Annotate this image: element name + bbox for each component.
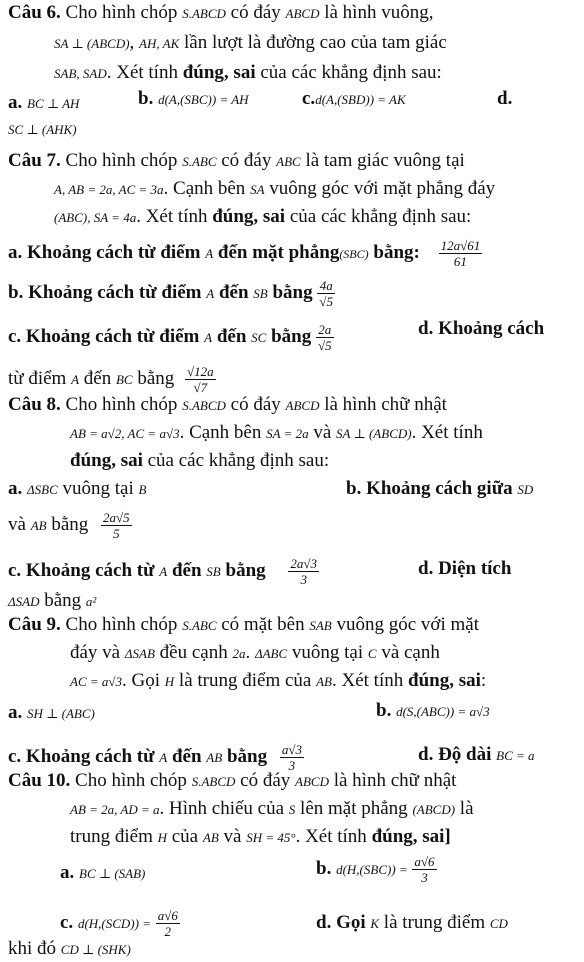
fraction bbox=[412, 854, 436, 885]
option-label: d. Độ dài bbox=[418, 744, 497, 765]
q6-text: , bbox=[129, 32, 140, 53]
q10-text: . Hình chiếu của bbox=[159, 798, 289, 819]
q10-text: có đáy bbox=[235, 770, 296, 791]
q10-text: là hình chữ nhật bbox=[328, 770, 457, 791]
q10-option-d-content bbox=[8, 938, 131, 961]
fraction-denominator: 3 bbox=[412, 869, 436, 885]
fraction-numerator: 2a√5 bbox=[103, 510, 130, 525]
option-math: ΔSBC bbox=[27, 482, 58, 497]
q8-text: của các khẳng định sau: bbox=[142, 450, 330, 471]
option-math: B bbox=[138, 482, 147, 497]
q10-math: AB bbox=[202, 830, 219, 845]
q8-math: SA = 2a bbox=[266, 426, 309, 441]
option-math: d(A,(SBD)) = AK bbox=[315, 92, 406, 107]
option-math: SH ⊥ (ABC) bbox=[27, 706, 95, 721]
fraction bbox=[280, 742, 304, 773]
q9-text: Cho hình chóp bbox=[60, 614, 183, 635]
q9-math: SAB bbox=[309, 618, 332, 633]
fraction bbox=[288, 556, 319, 587]
option-text: bằng bbox=[267, 281, 313, 303]
option-math: SD bbox=[517, 482, 534, 497]
q10-math: S bbox=[288, 802, 296, 817]
q6-text: có đáy bbox=[225, 2, 286, 23]
fraction bbox=[439, 238, 483, 269]
q9-line-3 bbox=[70, 670, 486, 693]
option-math: A bbox=[71, 371, 80, 387]
q6-option-b bbox=[138, 88, 249, 111]
q7-math: A, AB = 2a, AC = 3a bbox=[54, 182, 164, 197]
option-text: bằng bbox=[266, 325, 312, 347]
option-text: vuông tại bbox=[57, 478, 139, 499]
option-text: đến bbox=[79, 367, 116, 389]
fraction-numerator: 2a bbox=[318, 322, 332, 337]
q7-option-d-content bbox=[8, 364, 216, 395]
q9-line-2 bbox=[70, 642, 440, 665]
q6-math: AH, AK bbox=[139, 36, 180, 51]
option-label: b. bbox=[316, 857, 332, 879]
q10-math: SH = 45° bbox=[246, 830, 296, 845]
q10-line-1 bbox=[8, 770, 456, 793]
q9-option-d bbox=[418, 744, 535, 767]
q7-option-d bbox=[418, 318, 544, 340]
fraction bbox=[317, 278, 335, 309]
q7-option-b bbox=[8, 278, 335, 309]
fraction-denominator: 3 bbox=[280, 757, 304, 773]
q7-text: của các khẳng định sau: bbox=[285, 206, 472, 227]
option-math: d(H,(SBC)) = bbox=[336, 861, 408, 877]
q8-math: S.ABCD bbox=[182, 398, 226, 413]
q6-line-2 bbox=[54, 32, 447, 55]
q6-line-1 bbox=[8, 2, 433, 25]
q9-text: đáy và bbox=[70, 642, 125, 663]
option-text: bằng bbox=[222, 745, 268, 767]
option-text: đến bbox=[167, 559, 207, 581]
option-label: b. bbox=[376, 700, 392, 721]
q9-text: . Xét tính bbox=[332, 670, 408, 691]
q7-text: là tam giác vuông tại bbox=[300, 150, 465, 171]
option-label: d. bbox=[497, 88, 513, 109]
q9-text: và cạnh bbox=[376, 642, 440, 663]
q9-text: đều cạnh bbox=[154, 642, 233, 663]
q9-option-b bbox=[376, 700, 490, 723]
q7-title: Câu 7. bbox=[8, 150, 61, 171]
option-text: bằng bbox=[220, 559, 266, 581]
q10-line-2 bbox=[70, 798, 474, 821]
q10-text: là bbox=[455, 798, 474, 819]
q9-text: vuông góc với mặt bbox=[331, 614, 479, 635]
fraction-denominator: 3 bbox=[288, 571, 319, 587]
q7-text: . Cạnh bên bbox=[163, 178, 251, 199]
q9-text: vuông tại bbox=[287, 642, 368, 663]
q10-title: Câu 10. bbox=[8, 770, 71, 791]
option-math: BC bbox=[115, 371, 133, 387]
option-label: d. Khoảng cách bbox=[418, 318, 545, 339]
option-label: a. bbox=[60, 862, 75, 883]
q6-option-c bbox=[302, 88, 406, 111]
fraction-numerator: a√6 bbox=[414, 854, 435, 869]
q6-text: Cho hình chóp bbox=[60, 2, 183, 23]
option-label: c. Khoảng cách từ điểm bbox=[8, 325, 205, 347]
q7-text: có đáy bbox=[216, 150, 277, 171]
q9-math: S.ABC bbox=[182, 618, 217, 633]
q9-text: . Gọi bbox=[122, 670, 165, 691]
q9-option-a bbox=[8, 702, 95, 725]
option-math: A bbox=[159, 749, 168, 765]
option-text: bằng: bbox=[368, 241, 420, 263]
q6-math: SA ⊥ (ABCD) bbox=[54, 36, 130, 51]
option-math: CD ⊥ (SHK) bbox=[60, 942, 131, 957]
q6-text: của các khẳng định sau: bbox=[255, 62, 442, 83]
q8-option-b-content bbox=[8, 510, 132, 541]
q8-option-d-content bbox=[8, 590, 96, 613]
q9-option-c bbox=[8, 742, 304, 773]
q7-option-c bbox=[8, 322, 334, 353]
fraction bbox=[156, 908, 180, 939]
option-math: K bbox=[370, 916, 380, 931]
q10-text: của bbox=[167, 826, 203, 847]
fraction-numerator: √12a bbox=[187, 364, 214, 379]
option-label: d. Diện tích bbox=[418, 558, 512, 579]
fraction-numerator: a√3 bbox=[281, 742, 302, 757]
q7-text: . Xét tính bbox=[136, 206, 213, 227]
option-text: đến mặt phẳng bbox=[213, 241, 340, 263]
q9-text: : bbox=[480, 670, 487, 691]
option-label: c. Khoảng cách từ bbox=[8, 745, 160, 767]
q6-math: SAB, SAD bbox=[54, 66, 107, 81]
q8-option-b bbox=[346, 478, 533, 501]
option-math: BC = a bbox=[496, 748, 535, 763]
option-text: bằng bbox=[132, 367, 175, 389]
q10-math: (ABCD) bbox=[412, 802, 456, 817]
option-label: a. Khoảng cách từ điểm bbox=[8, 241, 206, 263]
q8-text: . Cạnh bên bbox=[179, 422, 267, 443]
option-math: d(S,(ABC)) = a√3 bbox=[396, 704, 490, 719]
q9-math: ΔABC bbox=[254, 646, 288, 661]
q9-emphasis: đúng, sai bbox=[408, 670, 481, 691]
fraction-denominator: √7 bbox=[185, 379, 216, 395]
option-math: AB bbox=[30, 517, 47, 533]
q7-line-2 bbox=[54, 178, 495, 201]
q6-text: . Xét tính bbox=[106, 62, 183, 83]
option-text: và bbox=[8, 513, 31, 535]
q8-line-3 bbox=[70, 450, 329, 472]
option-label: c. Khoảng cách từ bbox=[8, 559, 160, 581]
q10-text: lên mặt phẳng bbox=[295, 798, 413, 819]
q10-text: trung điểm bbox=[70, 826, 158, 847]
fraction bbox=[316, 322, 334, 353]
option-text: đến bbox=[212, 325, 252, 347]
q7-option-a bbox=[8, 238, 482, 269]
option-text: bằng bbox=[39, 590, 86, 611]
option-math: a² bbox=[85, 594, 97, 609]
q6-line-3 bbox=[54, 62, 442, 85]
fraction-denominator: 2 bbox=[156, 923, 180, 939]
q6-option-d-content bbox=[8, 118, 77, 141]
q9-text: . bbox=[245, 642, 255, 663]
option-label: d. Gọi bbox=[316, 912, 371, 933]
q10-math: H bbox=[157, 830, 167, 845]
option-label: a. bbox=[8, 478, 27, 499]
option-text: đến bbox=[214, 281, 254, 303]
q7-math: S.ABC bbox=[182, 154, 217, 169]
q6-option-d bbox=[497, 88, 512, 110]
q9-math: AC = a√3 bbox=[70, 674, 123, 689]
option-label: b. Khoảng cách giữa bbox=[346, 478, 518, 499]
q6-text: là hình vuông, bbox=[319, 2, 434, 23]
option-math: (SBC) bbox=[339, 246, 369, 261]
fraction-numerator: 12a√61 bbox=[440, 238, 481, 253]
option-math: BC ⊥ (SAB) bbox=[79, 866, 146, 881]
option-label: a. bbox=[8, 92, 23, 113]
q7-line-3 bbox=[54, 206, 471, 229]
option-math: SB bbox=[253, 285, 268, 301]
q9-math: ΔSAB bbox=[124, 646, 155, 661]
q7-text: vuông góc với mặt phẳng đáy bbox=[264, 178, 496, 199]
fraction-denominator: 5 bbox=[101, 525, 132, 541]
q10-math: ABCD bbox=[295, 774, 329, 789]
q7-math: ABC bbox=[276, 154, 301, 169]
option-math: AB bbox=[206, 749, 223, 765]
q10-math: S.ABCD bbox=[191, 774, 236, 789]
q8-math: ABCD bbox=[285, 398, 320, 413]
q9-text: là trung điểm của bbox=[174, 670, 317, 691]
q9-math: 2a bbox=[232, 646, 246, 661]
q8-math: AB = a√2, AC = a√3 bbox=[70, 426, 180, 441]
option-math: BC ⊥ AH bbox=[27, 96, 80, 111]
option-label: a. bbox=[8, 702, 23, 723]
q8-text: là hình chữ nhật bbox=[319, 394, 447, 415]
q8-option-c bbox=[8, 556, 319, 587]
q9-math: AB bbox=[316, 674, 332, 689]
q8-text: Cho hình chóp bbox=[60, 394, 183, 415]
q8-option-a bbox=[8, 478, 146, 501]
q10-option-d bbox=[316, 912, 508, 935]
q9-math: H bbox=[164, 674, 175, 689]
q8-text: . Xét tính bbox=[411, 422, 483, 443]
fraction-denominator: √5 bbox=[317, 338, 332, 353]
option-math: SC ⊥ (AHK) bbox=[8, 122, 77, 137]
q10-option-a bbox=[60, 862, 145, 885]
option-text: là trung điểm bbox=[379, 912, 490, 933]
option-math: d(H,(SCD)) = bbox=[77, 915, 151, 931]
q6-option-a bbox=[8, 92, 79, 115]
q8-title: Câu 8. bbox=[8, 394, 61, 415]
option-text: đến bbox=[167, 745, 207, 767]
option-label: b. bbox=[138, 88, 154, 109]
option-text: bằng bbox=[46, 513, 89, 535]
q6-math: S.ABCD bbox=[182, 6, 226, 21]
option-math: A bbox=[205, 245, 214, 261]
option-math: A bbox=[159, 563, 168, 579]
fraction-numerator: a√6 bbox=[157, 908, 178, 923]
fraction bbox=[101, 510, 132, 541]
option-math: SC bbox=[251, 329, 267, 345]
fraction-denominator: √5 bbox=[319, 294, 334, 309]
option-text: khi đó bbox=[8, 938, 61, 959]
q10-text: Cho hình chóp bbox=[70, 770, 192, 791]
q6-text: lần lượt là đường cao của tam giác bbox=[179, 32, 447, 53]
q7-line-1 bbox=[8, 150, 465, 173]
q6-emphasis: đúng, sai bbox=[182, 62, 256, 83]
q8-math: SA ⊥ (ABCD) bbox=[336, 426, 412, 441]
q7-emphasis: đúng, sai bbox=[212, 206, 286, 227]
q9-title: Câu 9. bbox=[8, 614, 61, 635]
q8-option-d bbox=[418, 558, 511, 580]
q10-emphasis: đúng, sai] bbox=[371, 826, 451, 847]
q10-option-b bbox=[316, 854, 437, 885]
option-math: d(A,(SBC)) = AH bbox=[158, 92, 249, 107]
fraction bbox=[185, 364, 216, 395]
option-math: A bbox=[204, 329, 213, 345]
q7-text: Cho hình chóp bbox=[60, 150, 183, 171]
q8-text: có đáy bbox=[225, 394, 286, 415]
fraction-numerator: 4a bbox=[319, 278, 333, 293]
q6-title: Câu 6. bbox=[8, 2, 61, 23]
q9-text: có mặt bên bbox=[216, 614, 310, 635]
q7-math: SA bbox=[250, 182, 265, 197]
option-math: ΔSAD bbox=[8, 594, 40, 609]
option-label: c. bbox=[302, 88, 316, 109]
q10-option-c bbox=[60, 908, 180, 939]
option-text: từ điểm bbox=[8, 367, 72, 389]
q9-line-1 bbox=[8, 614, 479, 637]
fraction-denominator: 61 bbox=[439, 253, 483, 269]
option-math: A bbox=[206, 285, 215, 301]
q8-text: và bbox=[308, 422, 337, 443]
q10-math: AB = 2a, AD = a bbox=[70, 802, 160, 817]
q8-emphasis: đúng, sai bbox=[70, 450, 143, 471]
q8-line-2 bbox=[70, 422, 483, 445]
q9-math: C bbox=[367, 646, 377, 661]
option-label: b. Khoảng cách từ điểm bbox=[8, 281, 207, 303]
fraction-numerator: 2a√3 bbox=[290, 556, 318, 571]
q7-math: (ABC), SA = 4a bbox=[54, 210, 137, 225]
option-math: SB bbox=[206, 563, 221, 579]
option-label: c. bbox=[60, 911, 74, 933]
option-math: CD bbox=[489, 916, 508, 931]
q10-text: . Xét tính bbox=[295, 826, 372, 847]
q6-math: ABCD bbox=[285, 6, 320, 21]
q10-line-3 bbox=[70, 826, 451, 849]
q10-text: và bbox=[218, 826, 247, 847]
q8-line-1 bbox=[8, 394, 447, 417]
